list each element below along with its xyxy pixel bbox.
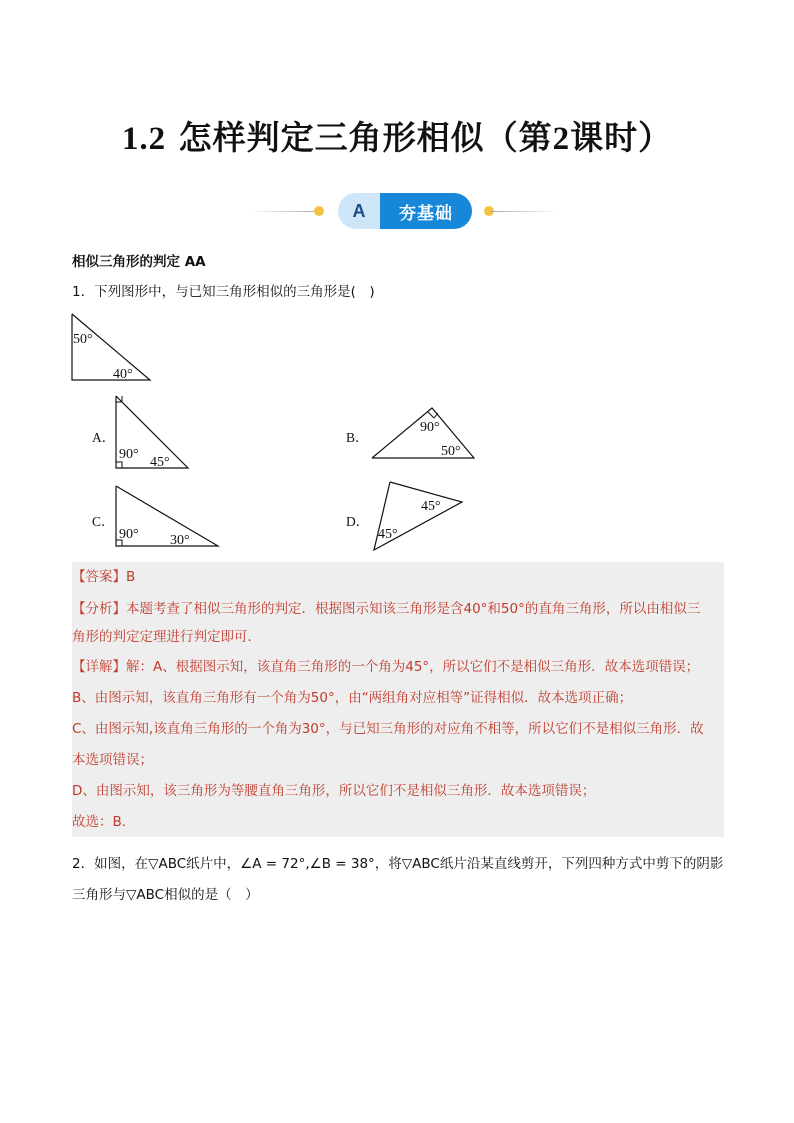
given-angle-bottom: 40° [113, 367, 133, 382]
question-2-line-1: 2．如图，在▽ABC纸片中，∠A = 72°,∠B = 38°，将▽ABC纸片沿某直线剪开，下列四种方式中剪下的阴影 [72, 856, 724, 872]
detail-text-3: C、由图示知,该直角三角形的一个角为30°，与已知三角形的对应角不相等，所以它们不是相似三角形．故 [72, 721, 704, 737]
analysis-tag: 【分析】 [72, 601, 126, 617]
section-title: 相似三角形的判定 AA [72, 254, 206, 270]
question-2-stem [72, 849, 724, 911]
given-triangle [66, 310, 166, 385]
page-title [0, 112, 794, 159]
question-1-stem: 1．下列图形中，与已知三角形相似的三角形是( ) [72, 284, 375, 300]
badge-letter: A [338, 193, 380, 229]
option-d-label: D． [346, 514, 370, 529]
answer-line [72, 567, 724, 587]
section-badge-row [0, 193, 794, 229]
divider-right [490, 211, 560, 212]
analysis-text-2: 角形的判定定理进行判定即可． [72, 629, 261, 645]
option-c-triangle [110, 482, 222, 552]
answer-value: B [126, 569, 136, 585]
option-d-angle-2: 45° [378, 527, 398, 542]
detail-tag: 【详解】 [72, 659, 126, 675]
given-angle-top: 50° [73, 332, 93, 347]
question-2-line-2: 三角形与▽ABC相似的是（ ） [72, 887, 259, 903]
divider-left [248, 211, 318, 212]
option-a-angle-2: 45° [150, 455, 170, 470]
option-d-triangle [368, 478, 466, 554]
answer-block [72, 562, 724, 837]
option-a-label: A． [92, 430, 116, 445]
detail-text-5: D、由图示知，该三角形为等腰直角三角形，所以它们不是相似三角形．故本选项错误； [72, 783, 596, 799]
analysis-text-1: 本题考查了相似三角形的判定．根据图示知该三角形是含40°和50°的直角三角形，所以由相似三 [126, 601, 701, 617]
choose-text: 故选：B． [72, 814, 136, 830]
title-text-2: 课时） [570, 118, 673, 157]
option-c-angle-1: 90° [119, 527, 139, 542]
detail-text-4: 本选项错误； [72, 752, 153, 768]
option-c-label: C． [92, 514, 115, 529]
title-number: 1.2 [121, 121, 167, 157]
option-b-label: B． [346, 430, 369, 445]
analysis-line [72, 599, 724, 647]
option-a-angle-1: 90° [119, 447, 139, 462]
detail-line-1 [72, 657, 724, 677]
section-badge [338, 193, 472, 229]
badge-label: 夯基础 [380, 193, 472, 229]
detail-text-2: B、由图示知，该直角三角形有一个角为50°，由“两组角对应相等”证得相似．故本选项正确； [72, 690, 633, 706]
option-a-triangle [110, 392, 195, 472]
title-number-2: 2 [552, 121, 571, 157]
title-text: 怎样判定三角形相似（第 [178, 118, 553, 157]
option-c-angle-2: 30° [170, 533, 190, 548]
dot-left [314, 206, 324, 216]
option-d-angle-1: 45° [421, 499, 441, 514]
detail-text-1: 解：A、根据图示知，该直角三角形的一个角为45°，所以它们不是相似三角形．故本选项错误； [126, 659, 700, 675]
option-b-angle-2: 50° [441, 444, 461, 459]
answer-tag: 【答案】 [72, 569, 126, 585]
option-b-angle-1: 90° [420, 420, 440, 435]
option-b-triangle [368, 404, 480, 464]
